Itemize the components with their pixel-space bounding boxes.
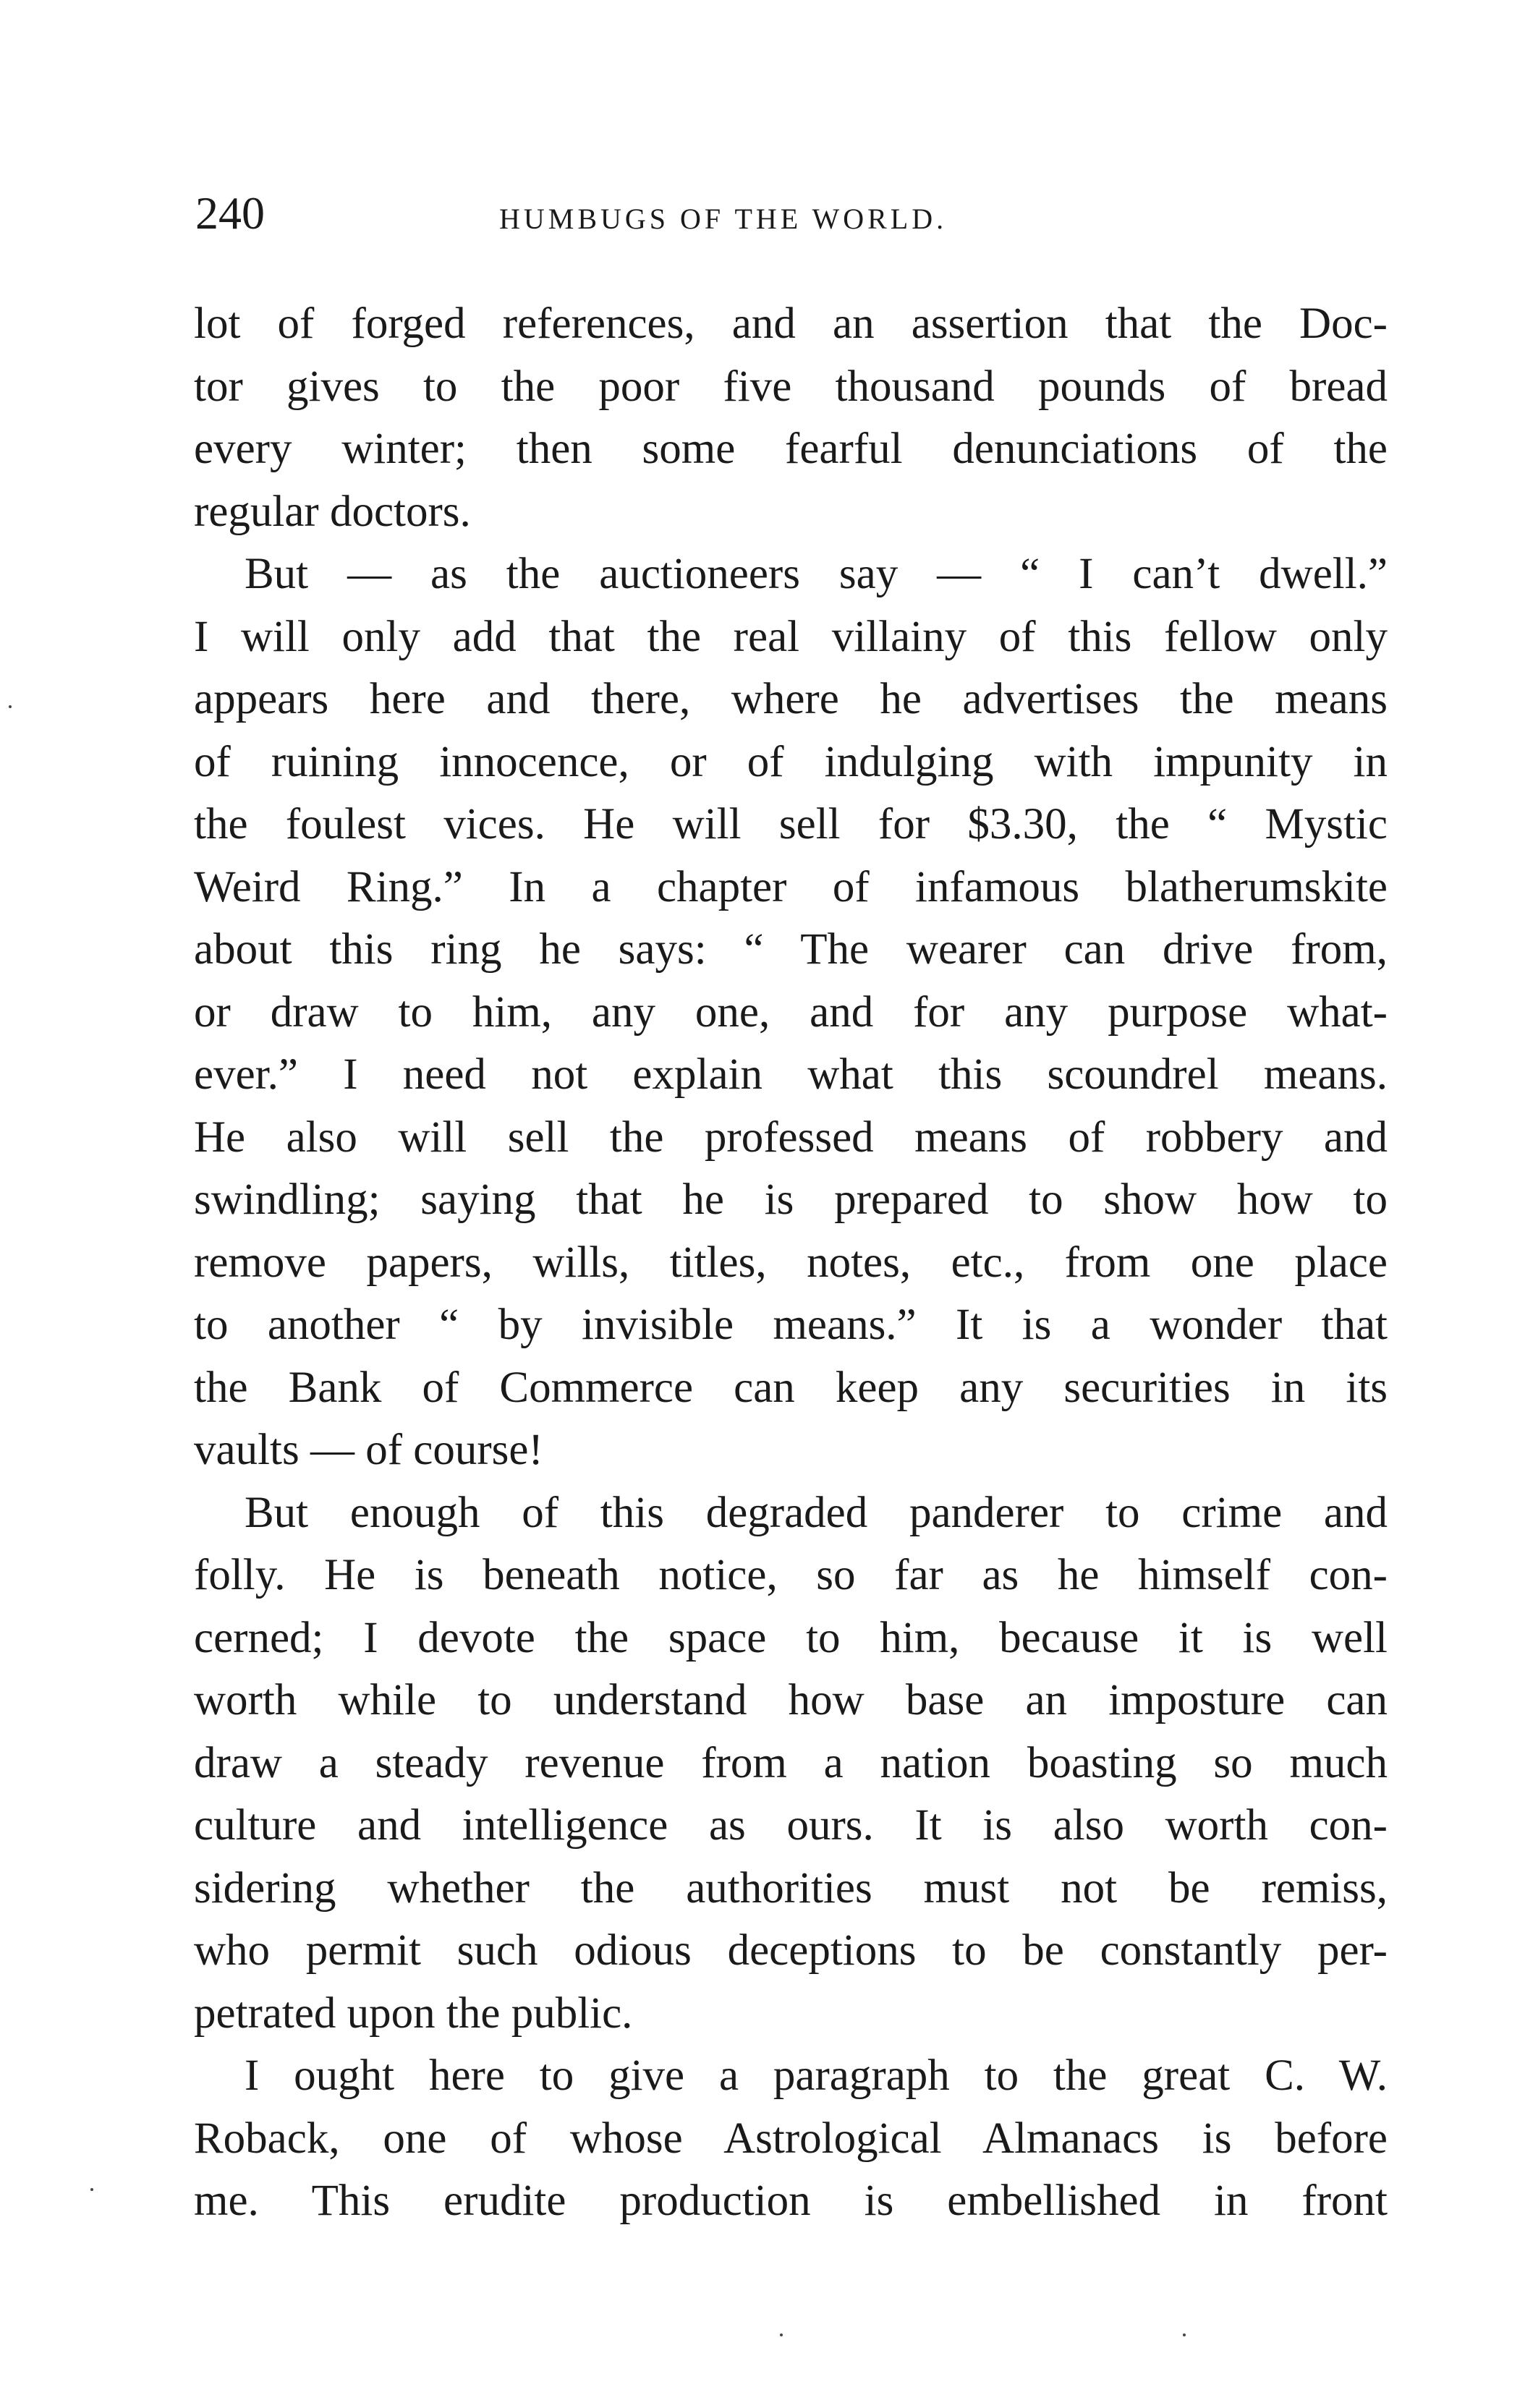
text-line: the Bank of Commerce can keep any securities in its: [194, 1363, 1388, 1412]
paper-speck: [780, 2333, 783, 2336]
text-line: draw a steady revenue from a nation boasting so much: [194, 1738, 1388, 1787]
page-number: 240: [195, 187, 265, 239]
text-line: sidering whether the authorities must not be remiss,: [194, 1863, 1388, 1913]
text-line: ever.” I need not explain what this scoundrel means.: [194, 1050, 1388, 1099]
paper-speck: [90, 2188, 93, 2191]
paper-speck: [9, 705, 12, 708]
text-line: petrated upon the public.: [194, 1988, 633, 2038]
text-line: appears here and there, where he advertises the means: [194, 675, 1388, 723]
text-line: of ruining innocence, or of indulging with impunity in: [194, 737, 1388, 786]
text-line: remove papers, wills, titles, notes, etc., from one place: [194, 1238, 1388, 1287]
text-line: every winter; then some fearful denunciations of the: [194, 425, 1388, 473]
running-title: HUMBUGS OF THE WORLD.: [499, 203, 948, 235]
text-line: Weird Ring.” In a chapter of infamous blatherumskite: [194, 862, 1388, 911]
text-line: vaults — of course!: [194, 1426, 543, 1474]
paper-speck: [1183, 2333, 1186, 2336]
text-line: But enough of this degraded panderer to crime and: [245, 1488, 1388, 1537]
text-line: swindling; saying that he is prepared to show how to: [194, 1175, 1388, 1224]
text-line: tor gives to the poor five thousand pounds of bread: [194, 362, 1388, 411]
text-line: I will only add that the real villainy of this fellow only: [194, 612, 1388, 661]
text-line: He also will sell the professed means of robbery and: [194, 1112, 1388, 1162]
body-text: [194, 293, 1388, 2233]
text-line: who permit such odious deceptions to be constantly per-: [194, 1926, 1388, 1975]
text-line: about this ring he says: “ The wearer can drive from,: [194, 925, 1388, 974]
text-line: folly. He is beneath notice, so far as he himself con-: [194, 1551, 1388, 1599]
text-line: But — as the auctioneers say — “ I can’t dwell.”: [245, 550, 1388, 598]
text-line: cerned; I devote the space to him, because it is well: [194, 1613, 1388, 1662]
text-line: regular doctors.: [194, 487, 471, 536]
text-line: lot of forged references, and an assertion that the Doc-: [194, 299, 1388, 348]
text-line: I ought here to give a paragraph to the great C. W.: [245, 2051, 1388, 2100]
running-head: [195, 181, 1389, 246]
text-line: culture and intelligence as ours. It is also worth con-: [194, 1801, 1388, 1850]
text-line: worth while to understand how base an imposture can: [194, 1676, 1388, 1724]
text-line: the foulest vices. He will sell for $3.30, the “ Mystic: [194, 800, 1388, 848]
text-line: Roback, one of whose Astrological Almanacs is before: [194, 2114, 1388, 2163]
text-line: me. This erudite production is embellished in front: [194, 2177, 1388, 2225]
text-line: to another “ by invisible means.” It is a wonder that: [194, 1301, 1388, 1349]
text-line: or draw to him, any one, and for any purpose what-: [194, 987, 1388, 1037]
